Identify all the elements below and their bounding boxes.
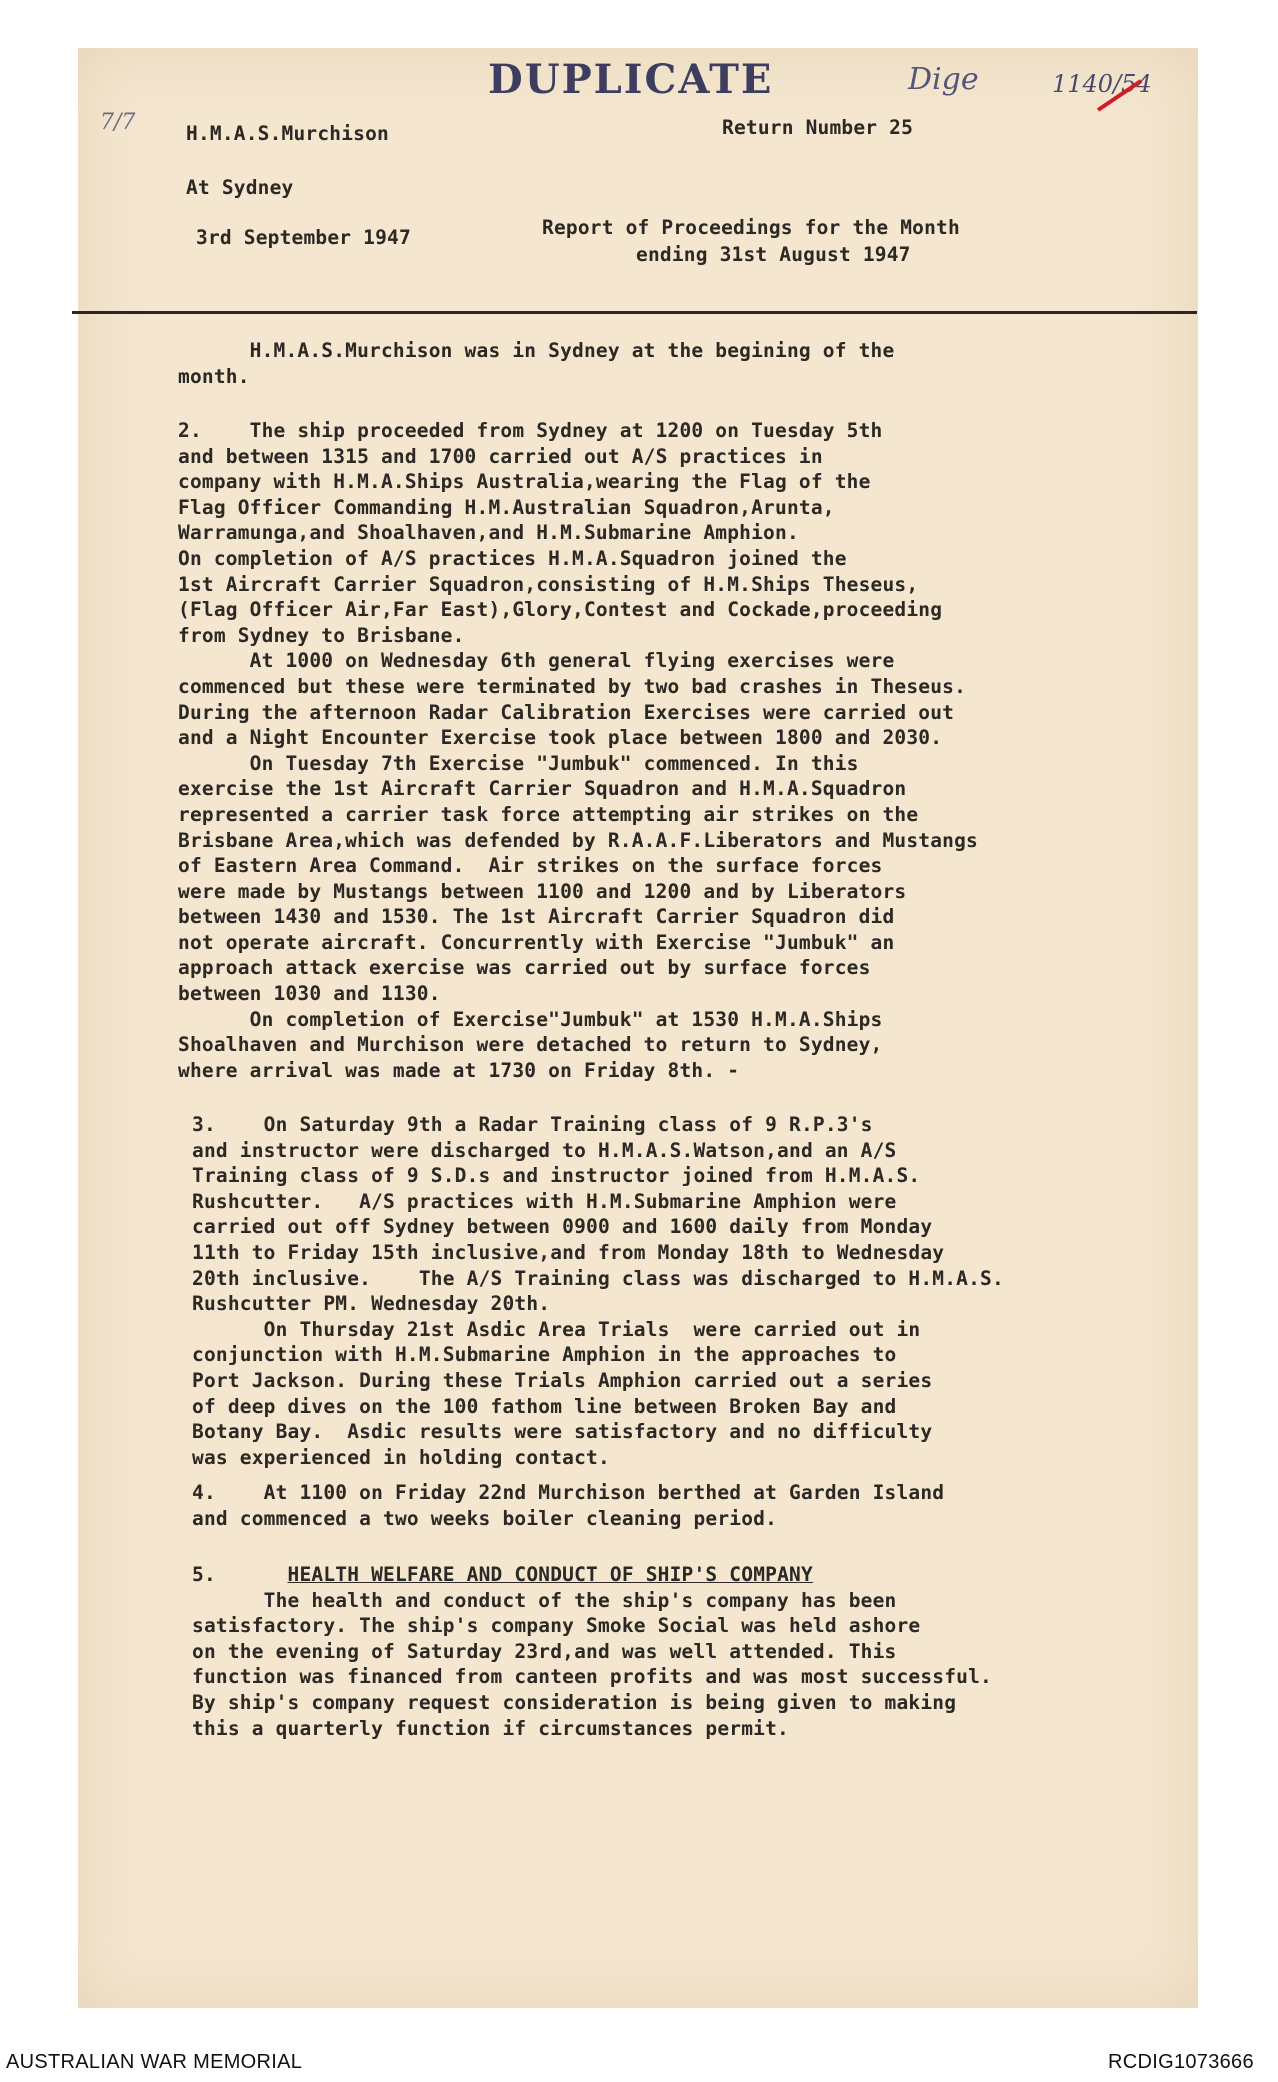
report-title-line-2: ending 31st August 1947 <box>636 243 911 266</box>
paragraph-4-text: 4. At 1100 on Friday 22nd Murchison berthed at Garden Island and commenced a two weeks boiler cleaning period. <box>192 1481 945 1530</box>
duplicate-annotation: DUPLICATE <box>488 56 774 103</box>
footer-source: AUSTRALIAN WAR MEMORIAL <box>6 2051 303 2073</box>
paragraph-4 <box>192 1480 944 1531</box>
paragraph-5-heading: HEALTH WELFARE AND CONDUCT OF SHIP'S COMPANY <box>287 1563 813 1586</box>
initials-annotation: Dige <box>908 62 979 97</box>
file-reference-annotation: 1140/54 <box>1052 70 1152 98</box>
paragraph-1 <box>178 338 894 389</box>
paragraph-3-text: 3. On Saturday 9th a Radar Training class of 9 R.P.3's and instructor were discharged to H.M.A.S.Watson,and an A/S Training class of 9 S.D.s and instructor joined from H.M.A.S. Rushcutter. A/S practices with H.M.Submarine Amphion were carried out off Sydney between 0900 and 1600 daily from Monday 11th to Friday 15th inclusive,and from Monday 18th to Wednesday 20th inclusive. The A/S Training class was discharged to H.M.A.S. Rushcutter PM. Wednesday 20th. On Thursday 21st Asdic Area Trials were carried out in conjunction with H.M.Submarine Amphion in the approaches to Port Jackson. During these Trials Amphion carried out a series of deep dives on the 100 fathom line between Broken Bay and Botany Bay. Asdic results were satisfactory and no difficulty was experienced in holding contact. <box>192 1113 1004 1469</box>
report-date: 3rd September 1947 <box>196 226 411 249</box>
ship-name: H.M.A.S.Murchison <box>186 122 389 145</box>
paragraph-1-text: H.M.A.S.Murchison was in Sydney at the begining of the month. <box>178 339 895 388</box>
return-number: Return Number 25 <box>722 116 914 139</box>
report-title-line-1: Report of Proceedings for the Month <box>542 216 960 239</box>
margin-mark-annotation: 7/7 <box>100 110 136 135</box>
paragraph-5-text: The health and conduct of the ship's company has been satisfactory. The ship's company Smoke Social was held ashore on the evening of Saturday 23rd,and was well attended. This function was financed from canteen profits and was most successful. By ship's company request consideration is being given to making this a quarterly function if circumstances permit. <box>192 1588 992 1740</box>
paragraph-2-text: 2. The ship proceeded from Sydney at 1200 on Tuesday 5th and between 1315 and 1700 carried out A/S practices in company with H.M.A.Ships Australia,wearing the Flag of the Flag Officer Commanding H.M.Australian Squadron,Arunta, Warramunga,and Shoalhaven,and H.M.Submarine Amphion. On completion of A/S practices H.M.A.Squadron joined the 1st Aircraft Carrier Squadron,consisting of H.M.Ships Theseus, (Flag Officer Air,Far East),Glory,Contest and Cockade,proceeding from Sydney to Brisbane. At 1000 on Wednesday 6th general flying exercises were commenced but these were terminated by two bad crashes in Theseus. During the afternoon Radar Calibration Exercises were carried out and a Night Encounter Exercise took place between 1800 and 2030. On Tuesday 7th Exercise "Jumbuk" commenced. In this exercise the 1st Aircraft Carrier Squadron and H.M.A.Squadron represented a carrier task force attempting air strikes on the Brisbane Area,which was defended by R.A.A.F.Liberators and Mustangs of Eastern Area Command. Air strikes on the surface forces were made by Mustangs between 1100 and 1200 and by Liberators between 1430 and 1530. The 1st Aircraft Carrier Squadron did not operate aircraft. Concurrently with Exercise "Jumbuk" an approach attack exercise was carried out by surface forces between 1030 and 1130. On completion of Exercise"Jumbuk" at 1530 H.M.A.Ships Shoalhaven and Murchison were detached to return to Sydney, where arrival was made at 1730 on Friday 8th. - <box>178 419 978 1082</box>
location: At Sydney <box>186 176 294 199</box>
paragraph-5 <box>192 1562 992 1741</box>
paragraph-5-heading-line <box>192 1562 992 1588</box>
header-divider <box>72 311 1197 314</box>
paragraph-2 <box>178 418 978 1083</box>
footer-record-id: RCDIG1073666 <box>1108 2051 1254 2073</box>
paragraph-5-number: 5. <box>192 1563 216 1586</box>
paragraph-3 <box>192 1112 1004 1470</box>
